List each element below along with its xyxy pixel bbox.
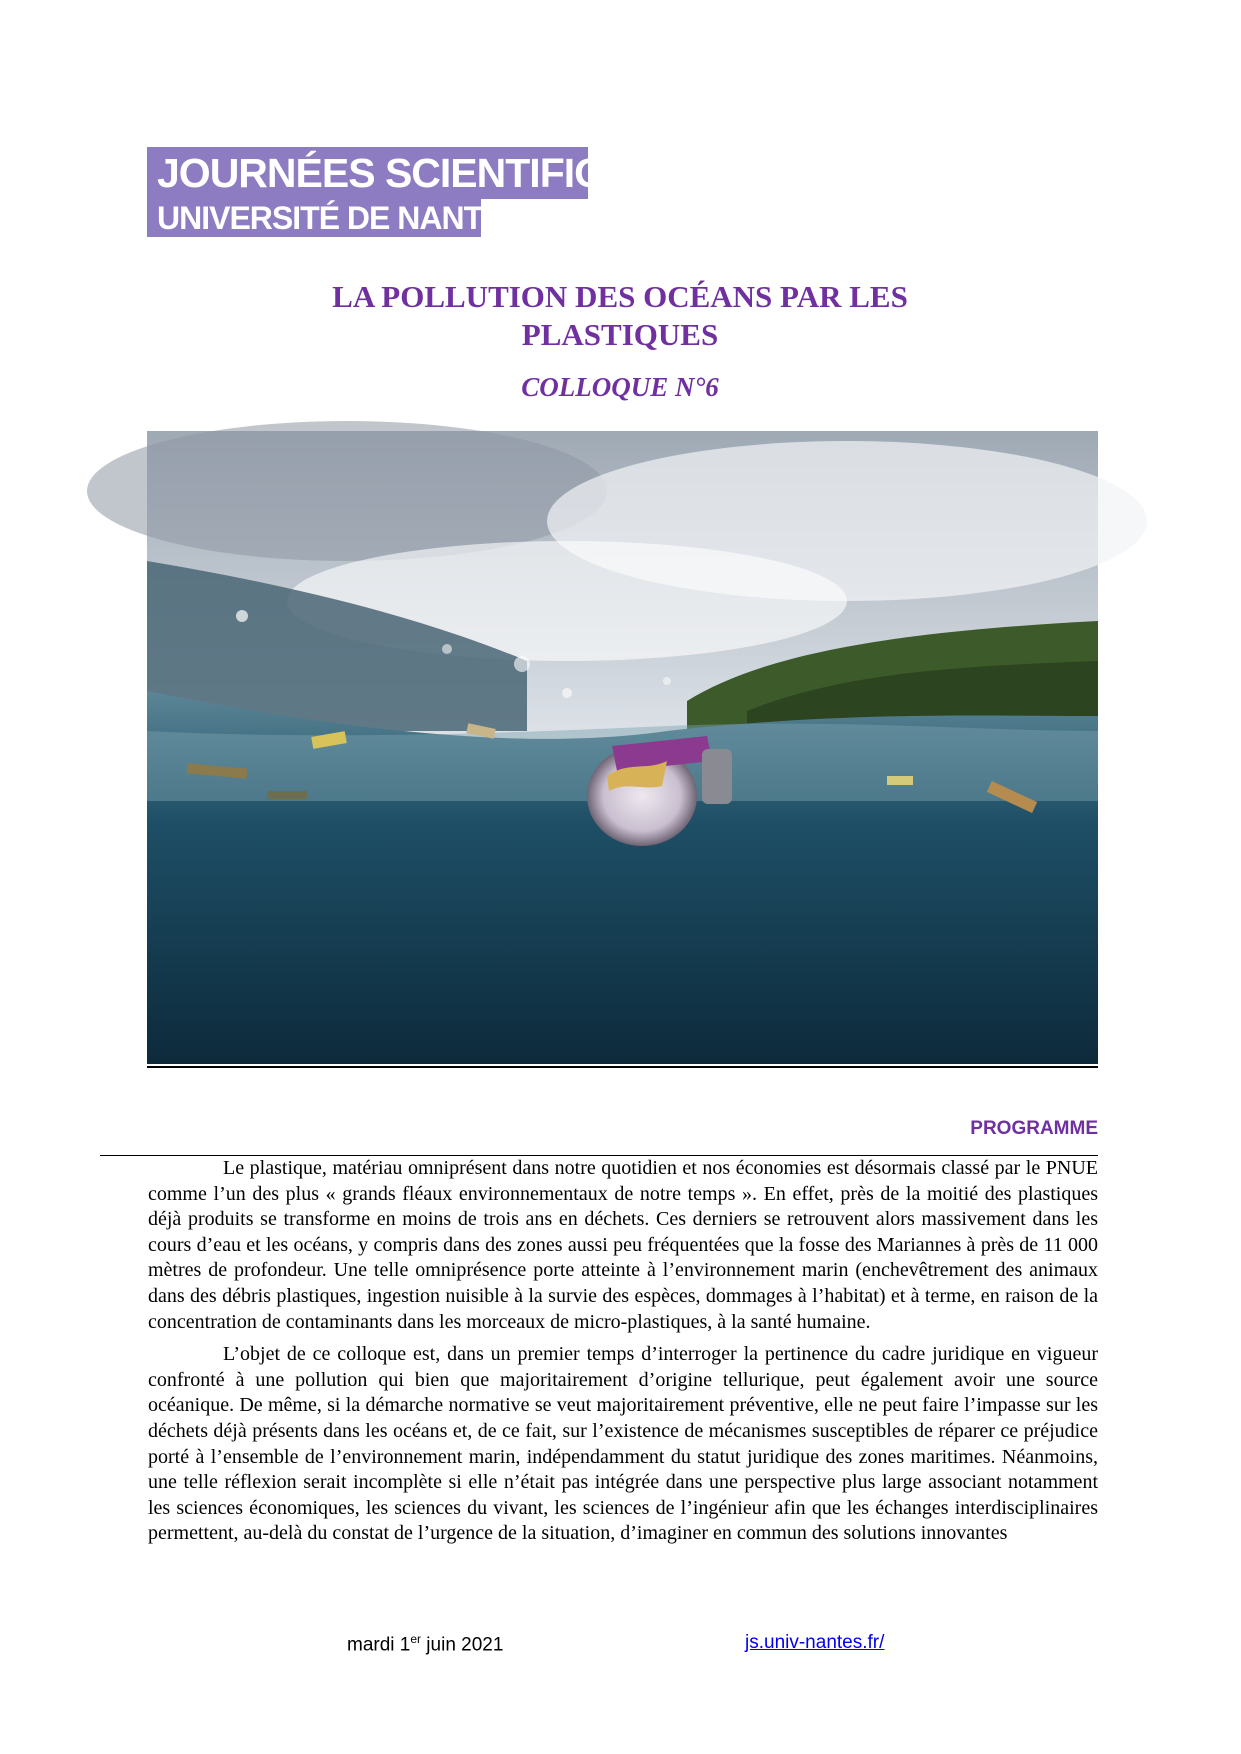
bubble <box>442 644 452 654</box>
debris <box>887 776 913 785</box>
title-line-2: PLASTIQUES <box>521 317 719 352</box>
bubble <box>514 656 530 672</box>
body-text <box>148 1156 1098 1554</box>
event-date <box>347 1632 503 1656</box>
bubble <box>663 677 671 685</box>
date-ordinal: er <box>410 1632 422 1646</box>
brand-line-1: JOURNÉES SCIENTIFIQUES <box>147 147 588 199</box>
date-prefix: mardi 1 <box>347 1634 411 1656</box>
paragraph-intro: Le plastique, matériau omniprésent dans notre quotidien et nos économies est désormais classé par le PNUE comme l’un des plus « grands fléaux environnementaux de notre temps ». En effet, près de la moitié des plastiques déjà produits se transforme en moins de trois ans en déchets. Ces derniers se retrouvent alors massivement dans les cours d’eau et les océans, y compris dans des zones aussi peu fréquentées que la fosse des Mariannes à près de 11 000 mètres de profondeur. Une telle omniprésence porte atteinte à l’environnement marin (enchevêtrement des animaux dans des débris plastiques, ingestion nuisible à la survie des espèces, dommages à l’habitat) et à terme, en raison de la concentration de contaminants dans les morceaux de micro-plastiques, à la santé humaine. <box>148 1157 1098 1333</box>
title-line-1: LA POLLUTION DES OCÉANS PAR LES <box>332 279 908 314</box>
section-label-programme: PROGRAMME <box>970 1118 1098 1139</box>
cloud <box>87 421 607 561</box>
paragraph-objective: L’objet de ce colloque est, dans un premier temps d’interroger la pertinence du cadre juridique en vigueur confronté à une pollution qui bien que majoritairement d’origine tellurique, peut également avoir une source océanique. De même, si la démarche normative se veut majoritairement préventive, elle ne peut faire l’impasse sur les déchets déjà présents dans les océans et, de ce fait, sur l’existence de mécanismes susceptibles de réparer ce préjudice porté à l’ensemble de l’environnement marin, indépendamment du statut juridique des zones maritimes. Néanmoins, une telle réflexion serait incomplète si elle n’était pas intégrée dans une perspective plus large associant notamment les sciences économiques, les sciences du vivant, les sciences de l’ingénieur afin que les échanges interdisciplinaires permettent, au-delà du constat de l’urgence de la situation, d’imaginer en commun des solutions innovantes <box>148 1343 1098 1545</box>
ocean-plastic-photo <box>147 431 1098 1064</box>
website-link[interactable]: js.univ-nantes.fr/ <box>745 1632 885 1653</box>
bubble <box>236 610 248 622</box>
brand-line-2: UNIVERSITÉ DE NANTES <box>147 199 481 237</box>
page-title <box>200 278 1040 354</box>
page-subtitle: COLLOQUE N°6 <box>521 372 719 402</box>
photo-underline <box>147 1066 1098 1068</box>
date-suffix: juin 2021 <box>421 1634 504 1656</box>
bubble <box>562 688 572 698</box>
debris <box>267 791 307 799</box>
